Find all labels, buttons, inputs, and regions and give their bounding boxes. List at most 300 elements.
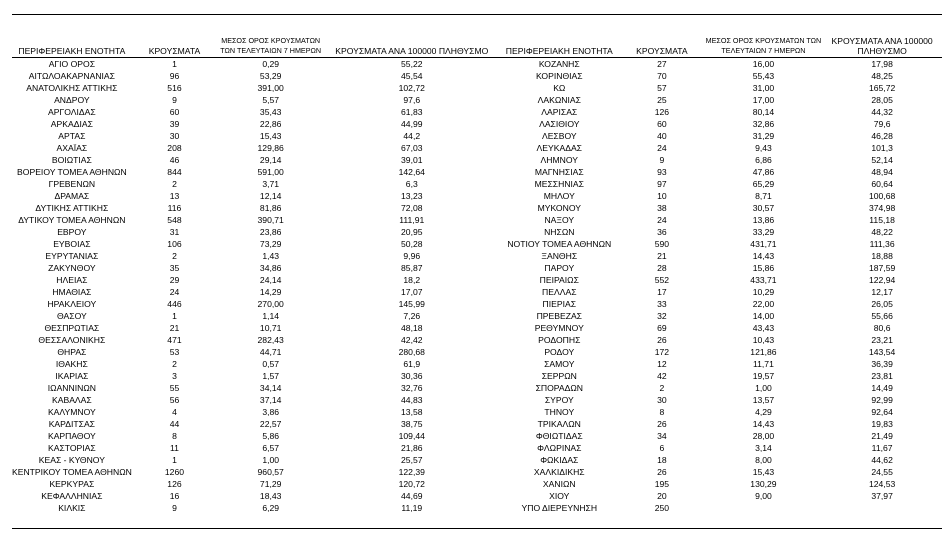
cell-per-left: 44,2 — [403, 131, 421, 141]
cell-per-right: 374,98 — [868, 203, 896, 213]
cell-avg-left: 6,57 — [262, 443, 280, 453]
cell-cases-left: 1 — [172, 59, 177, 69]
cell-region-left: ΘΕΣΣΑΛΟΝΙΚΗΣ — [38, 335, 106, 345]
cell-per-right: 37,97 — [871, 491, 893, 501]
cell-cases-left: 16 — [169, 491, 180, 501]
cell-region-left: ΑΝΔΡΟΥ — [54, 95, 90, 105]
cell-per-left: 61,83 — [401, 107, 423, 117]
header-per100k-right: ΚΡΟΥΣΜΑΤΑ ΑΝΑ 100000 ΠΛΗΘΥΣΜΟ — [822, 36, 942, 58]
cell-avg-left: 22,86 — [259, 119, 282, 129]
cell-avg-right: 9,00 — [755, 491, 772, 501]
cell-per-left: 21,86 — [401, 443, 423, 453]
cell-per-right: 79,6 — [873, 119, 891, 129]
cell-cases-right: 25 — [657, 95, 667, 105]
cell-region-left: ΒΟΡΕΙΟΥ ΤΟΜΕΑ ΑΘΗΝΩΝ — [17, 167, 127, 177]
cell-cases-right: 70 — [657, 71, 667, 81]
table-row — [12, 418, 942, 430]
cell-region-right: ΣΑΜΟΥ — [544, 359, 575, 369]
cell-per-left: 97,6 — [403, 95, 421, 105]
cell-avg-left: 960,57 — [257, 467, 284, 477]
cell-region-right: ΝΗΣΩΝ — [544, 227, 575, 237]
cell-avg-right: 14,00 — [752, 311, 775, 321]
cell-region-left: ΚΕΑΣ - ΚΥΘΝΟΥ — [38, 455, 105, 465]
cell-per-right: 12,17 — [871, 287, 893, 297]
cell-cases-right: 42 — [657, 371, 667, 381]
cell-per-left: 72,08 — [401, 203, 423, 213]
cell-cases-right: 34 — [657, 431, 667, 441]
cell-cases-left: 126 — [167, 479, 182, 489]
cell-cases-right: 590 — [654, 239, 670, 249]
table-row — [12, 334, 942, 346]
cell-avg-right: 13,57 — [752, 395, 775, 405]
cell-avg-left: 35,43 — [259, 107, 282, 117]
cell-region-left: ΚΕΝΤΡΙΚΟΥ ΤΟΜΕΑ ΑΘΗΝΩΝ — [12, 467, 132, 477]
cell-avg-left: 71,29 — [259, 479, 282, 489]
cell-cases-left: 4 — [172, 407, 177, 417]
cell-region-right: ΜΥΚΟΝΟΥ — [537, 203, 581, 213]
cell-region-right: ΦΘΙΩΤΙΔΑΣ — [535, 431, 583, 441]
cell-cases-left: 2 — [172, 179, 177, 189]
cell-avg-left: 73,29 — [259, 239, 282, 249]
cell-cases-left: 13 — [169, 191, 180, 201]
cell-region-left: ΘΗΡΑΣ — [57, 347, 87, 357]
cell-region-right: ΝΟΤΙΟΥ ΤΟΜΕΑ ΑΘΗΝΩΝ — [507, 239, 612, 249]
cell-cases-right: 26 — [657, 467, 667, 477]
cell-region-left: ΙΩΑΝΝΙΝΩΝ — [47, 383, 96, 393]
cell-per-left: 48,18 — [401, 323, 423, 333]
cell-per-left: 44,83 — [401, 395, 423, 405]
cell-avg-left: 1,14 — [262, 311, 280, 321]
cell-region-right: ΣΥΡΟΥ — [544, 395, 574, 405]
cell-per-right: 101,3 — [871, 143, 893, 153]
header-avg-left: ΜΕΣΟΣ ΟΡΟΣ ΚΡΟΥΣΜΑΤΩΝ ΤΩΝ ΤΕΛΕΥΤΑΙΩΝ 7 ΗΜΕΡΩΝ — [217, 36, 324, 58]
cell-region-left: ΔΥΤΙΚΟΥ ΤΟΜΕΑ ΑΘΗΝΩΝ — [18, 215, 126, 225]
cell-per-right: 92,64 — [871, 407, 893, 417]
cell-per-left: 30,36 — [401, 371, 423, 381]
table-row — [12, 442, 942, 454]
cell-per-right: 11,67 — [871, 443, 893, 453]
cell-region-left: ΔΡΑΜΑΣ — [54, 191, 90, 201]
table-row — [12, 94, 942, 106]
cell-per-left: 44,69 — [401, 491, 423, 501]
cell-avg-right: 433,71 — [750, 275, 777, 285]
table-row — [12, 358, 942, 370]
cell-region-right: ΡΟΔΟΠΗΣ — [538, 335, 581, 345]
table-row — [12, 190, 942, 202]
cell-cases-left: 2 — [172, 251, 177, 261]
table-row — [12, 502, 942, 514]
cell-cases-left: 116 — [167, 203, 182, 213]
cell-per-right: 111,36 — [869, 239, 895, 249]
cell-avg-right: 65,29 — [752, 179, 775, 189]
cell-region-right: ΦΩΚΙΔΑΣ — [540, 455, 579, 465]
cell-cases-left: 1 — [172, 311, 177, 321]
table-row — [12, 466, 942, 478]
cell-avg-left: 18,43 — [259, 491, 282, 501]
cell-region-right: ΝΑΞΟΥ — [544, 215, 575, 225]
table-row — [12, 178, 942, 190]
cell-avg-right: 8,00 — [755, 455, 772, 465]
cell-cases-right: 17 — [657, 287, 667, 297]
cell-avg-right: 14,43 — [752, 419, 775, 429]
cell-per-left: 142,64 — [398, 167, 425, 177]
cell-cases-right: 21 — [657, 251, 667, 261]
cell-region-left: ΕΒΡΟΥ — [57, 227, 87, 237]
cell-per-right: 36,39 — [871, 359, 893, 369]
cell-per-left: 85,87 — [401, 263, 423, 273]
cell-per-right: 187,59 — [868, 263, 896, 273]
cell-per-right: 17,98 — [871, 59, 893, 69]
cell-region-left: ΒΟΙΩΤΙΑΣ — [51, 155, 92, 165]
cell-region-right: ΠΕΙΡΑΙΩΣ — [539, 275, 579, 285]
cell-region-left: ΗΜΑΘΙΑΣ — [52, 287, 92, 297]
cell-region-right: ΧΑΝΙΩΝ — [542, 479, 576, 489]
cell-avg-right: 22,00 — [752, 299, 775, 309]
cell-region-right: ΠΙΕΡΙΑΣ — [542, 299, 577, 309]
cell-per-left: 111,91 — [399, 215, 425, 225]
cell-region-right: ΛΕΣΒΟΥ — [541, 131, 577, 141]
table-row — [12, 82, 942, 94]
table-row — [12, 130, 942, 142]
cell-avg-left: 6,29 — [262, 503, 280, 513]
cell-avg-right: 10,43 — [752, 335, 775, 345]
cell-cases-right: 40 — [657, 131, 667, 141]
cell-avg-left: 1,57 — [262, 371, 280, 381]
cell-cases-left: 8 — [172, 431, 177, 441]
table-row — [12, 382, 942, 394]
cell-cases-left: 2 — [172, 359, 177, 369]
cell-per-left: 61,9 — [403, 359, 421, 369]
cell-per-right: 143,54 — [868, 347, 896, 357]
cell-region-left: ΑΡΓΟΛΙΔΑΣ — [48, 107, 96, 117]
cell-cases-left: 39 — [169, 119, 180, 129]
top-rule — [12, 14, 942, 15]
cell-region-left: ΚΕΦΑΛΛΗΝΙΑΣ — [41, 491, 103, 501]
cell-region-left: ΚΙΛΚΙΣ — [58, 503, 86, 513]
cell-per-left: 38,75 — [401, 419, 423, 429]
cell-avg-right: 28,00 — [752, 431, 775, 441]
cell-per-right: 26,05 — [871, 299, 893, 309]
cell-per-left: 42,42 — [401, 335, 423, 345]
cell-avg-left: 0,57 — [262, 359, 280, 369]
cell-region-left: ΘΑΣΟΥ — [57, 311, 87, 321]
cell-cases-left: 21 — [169, 323, 180, 333]
cell-avg-left: 34,14 — [259, 383, 282, 393]
cell-avg-right: 80,14 — [752, 107, 775, 117]
cell-avg-left: 29,14 — [259, 155, 282, 165]
cell-cases-left: 35 — [169, 263, 180, 273]
cell-avg-left: 24,14 — [259, 275, 282, 285]
cell-per-right: 100,68 — [868, 191, 896, 201]
header-region-left: ΠΕΡΙΦΕΡΕΙΑΚΗ ΕΝΟΤΗΤΑ — [12, 36, 132, 58]
cell-cases-right: 33 — [657, 299, 667, 309]
cell-region-left: ΗΡΑΚΛΕΙΟΥ — [47, 299, 97, 309]
cell-region-right: ΧΙΟΥ — [549, 491, 570, 501]
table-row — [12, 298, 942, 310]
cell-per-right: 14,49 — [871, 383, 893, 393]
table-row — [12, 406, 942, 418]
cell-region-left: ΖΑΚΥΝΘΟΥ — [48, 263, 96, 273]
cell-cases-left: 548 — [167, 215, 182, 225]
cell-cases-left: 96 — [169, 71, 180, 81]
cell-region-left: ΕΥΒΟΙΑΣ — [53, 239, 91, 249]
cell-avg-left: 10,71 — [259, 323, 282, 333]
cell-cases-right: 195 — [654, 479, 670, 489]
cell-avg-right: 3,14 — [755, 443, 772, 453]
cell-cases-right: 24 — [657, 215, 667, 225]
cell-region-right: ΠΕΛΛΑΣ — [542, 287, 577, 297]
cell-per-left: 67,03 — [401, 143, 423, 153]
cell-avg-right: 1,00 — [755, 383, 772, 393]
cell-cases-right: 36 — [657, 227, 667, 237]
cell-avg-right: 130,29 — [750, 479, 777, 489]
cell-region-left: ΑΝΑΤΟΛΙΚΗΣ ΑΤΤΙΚΗΣ — [26, 83, 118, 93]
cell-per-right: 19,83 — [871, 419, 893, 429]
cell-per-left: 109,44 — [398, 431, 425, 441]
cell-per-left: 11,19 — [401, 503, 423, 513]
cell-cases-right: 93 — [657, 167, 667, 177]
cell-per-right: 24,55 — [871, 467, 893, 477]
cell-cases-right: 2 — [659, 383, 665, 393]
cell-cases-right: 6 — [659, 443, 665, 453]
cell-avg-left: 0,29 — [262, 59, 280, 69]
cell-cases-right: 38 — [657, 203, 667, 213]
cell-cases-right: 250 — [654, 503, 670, 513]
header-cases-right: ΚΡΟΥΣΜΑΤΑ — [619, 36, 705, 58]
cell-avg-left: 3,71 — [262, 179, 280, 189]
table-row — [12, 154, 942, 166]
table-row — [12, 142, 942, 154]
cell-avg-right: 6,86 — [755, 155, 772, 165]
cell-per-right: 46,28 — [871, 131, 893, 141]
cell-region-left: ΗΛΕΙΑΣ — [56, 275, 88, 285]
cell-cases-right: 172 — [654, 347, 670, 357]
cell-per-right: 44,32 — [871, 107, 893, 117]
cell-per-right: 55,66 — [871, 311, 893, 321]
cell-per-left: 39,01 — [401, 155, 423, 165]
cell-per-left: 7,26 — [403, 311, 421, 321]
cell-avg-left: 23,86 — [259, 227, 282, 237]
cell-per-left: 25,57 — [401, 455, 423, 465]
cell-region-right: ΤΡΙΚΑΛΩΝ — [537, 419, 581, 429]
cell-per-right: 21,49 — [871, 431, 893, 441]
table-row — [12, 118, 942, 130]
table-row — [12, 346, 942, 358]
cell-region-right: ΜΑΓΝΗΣΙΑΣ — [534, 167, 584, 177]
cell-region-right: ΣΕΡΡΩΝ — [541, 371, 577, 381]
table-row — [12, 310, 942, 322]
cell-region-left: ΔΥΤΙΚΗΣ ΑΤΤΙΚΗΣ — [35, 203, 109, 213]
cell-cases-left: 53 — [169, 347, 180, 357]
cell-avg-left: 14,29 — [259, 287, 282, 297]
cell-cases-left: 9 — [172, 503, 177, 513]
cell-avg-right: 15,43 — [752, 467, 775, 477]
cell-cases-right: 20 — [657, 491, 667, 501]
cell-per-left: 122,39 — [398, 467, 425, 477]
cell-region-right: ΛΑΚΩΝΙΑΣ — [537, 95, 581, 105]
table-row — [12, 106, 942, 118]
cell-avg-right: 14,43 — [752, 251, 775, 261]
cell-per-left: 13,23 — [401, 191, 423, 201]
cell-cases-right: 57 — [657, 83, 667, 93]
table-row — [12, 490, 942, 502]
cell-region-left: ΑΓΙΟ ΟΡΟΣ — [48, 59, 96, 69]
cell-region-right: ΛΗΜΝΟΥ — [540, 155, 578, 165]
cell-region-left: ΕΥΡΥΤΑΝΙΑΣ — [45, 251, 99, 261]
cell-cases-right: 8 — [659, 407, 665, 417]
cell-region-right: ΦΛΩΡΙΝΑΣ — [537, 443, 582, 453]
cell-per-right: 18,88 — [871, 251, 893, 261]
cell-per-left: 13,58 — [401, 407, 423, 417]
cell-region-left: ΑΡΤΑΣ — [58, 131, 86, 141]
cell-avg-right: 10,29 — [752, 287, 775, 297]
cell-avg-right: 11,71 — [753, 359, 774, 369]
cell-region-right: ΜΗΛΟΥ — [543, 191, 575, 201]
cell-per-right: 92,99 — [871, 395, 893, 405]
cell-avg-right: 33,29 — [752, 227, 775, 237]
header-cases-left: ΚΡΟΥΣΜΑΤΑ — [132, 36, 218, 58]
cell-avg-left: 1,00 — [262, 455, 280, 465]
cell-cases-left: 46 — [169, 155, 180, 165]
cell-cases-right: 9 — [659, 155, 665, 165]
cell-avg-left: 5,57 — [262, 95, 280, 105]
cell-avg-left: 391,00 — [257, 83, 284, 93]
cell-per-left: 45,54 — [401, 71, 423, 81]
cell-avg-right: 30,57 — [752, 203, 775, 213]
cell-region-left: ΑΧΑΪΑΣ — [56, 143, 88, 153]
table-row — [12, 250, 942, 262]
cell-avg-left: 34,86 — [259, 263, 282, 273]
cell-region-right: ΜΕΣΣΗΝΙΑΣ — [534, 179, 584, 189]
table-row — [12, 394, 942, 406]
cell-avg-right: 43,43 — [752, 323, 775, 333]
cell-avg-right — [705, 502, 823, 514]
cell-region-left: ΚΑΒΑΛΑΣ — [52, 395, 92, 405]
cell-avg-right: 9,43 — [755, 143, 772, 153]
cell-per-left: 120,72 — [398, 479, 425, 489]
cases-table — [12, 36, 942, 514]
cell-cases-left: 11 — [170, 443, 179, 453]
cell-per-left: 102,72 — [398, 83, 425, 93]
cell-cases-right: 552 — [654, 275, 670, 285]
cell-cases-right: 12 — [657, 359, 667, 369]
cell-per-right: 44,62 — [871, 455, 893, 465]
cell-region-left: ΓΡΕΒΕΝΩΝ — [48, 179, 96, 189]
cell-region-left: ΑΡΚΑΔΙΑΣ — [50, 119, 93, 129]
cell-region-right: ΠΑΡΟΥ — [544, 263, 575, 273]
table-row — [12, 286, 942, 298]
cell-cases-right: 126 — [654, 107, 670, 117]
cell-per-right: 23,21 — [871, 335, 893, 345]
cell-avg-right: 55,43 — [752, 71, 775, 81]
cell-region-right: ΠΡΕΒΕΖΑΣ — [536, 311, 582, 321]
cell-per-left: 44,99 — [401, 119, 423, 129]
cell-region-right: ΛΑΣΙΘΙΟΥ — [539, 119, 580, 129]
cell-cases-right: 60 — [657, 119, 667, 129]
cell-per-left: 32,76 — [401, 383, 423, 393]
cell-avg-left: 81,86 — [259, 203, 282, 213]
cell-region-right: ΛΑΡΙΣΑΣ — [541, 107, 578, 117]
cell-per-left: 18,2 — [403, 275, 421, 285]
cell-region-left: ΚΑΡΔΙΤΣΑΣ — [48, 419, 95, 429]
cell-avg-right: 31,29 — [752, 131, 775, 141]
cell-region-left: ΚΑΣΤΟΡΙΑΣ — [48, 443, 96, 453]
cell-per-right: 48,22 — [871, 227, 893, 237]
cell-cases-left: 29 — [169, 275, 180, 285]
cell-avg-right: 15,86 — [752, 263, 775, 273]
cell-cases-left: 446 — [167, 299, 182, 309]
header-avg-right: ΜΕΣΟΣ ΟΡΟΣ ΚΡΟΥΣΜΑΤΩΝ ΤΩΝ ΤΕΛΕΥΤΑΙΩΝ 7 ΗΜΕΡΩΝ — [705, 36, 823, 58]
table-row — [12, 226, 942, 238]
cell-cases-left: 516 — [167, 83, 182, 93]
cell-region-right: ΡΕΘΥΜΝΟΥ — [534, 323, 584, 333]
cell-avg-right: 17,00 — [752, 95, 775, 105]
cell-cases-left: 106 — [167, 239, 182, 249]
table-row — [12, 70, 942, 82]
table-row — [12, 274, 942, 286]
cell-region-right: ΧΑΛΚΙΔΙΚΗΣ — [533, 467, 585, 477]
cell-avg-right: 31,00 — [752, 83, 775, 93]
cell-region-left: ΚΑΛΥΜΝΟΥ — [47, 407, 96, 417]
cell-region-right: ΚΟΖΑΝΗΣ — [538, 59, 580, 69]
cell-cases-left: 55 — [169, 383, 180, 393]
cell-cases-right: 28 — [657, 263, 667, 273]
cell-per-right: 48,94 — [871, 167, 893, 177]
header-per100k-left: ΚΡΟΥΣΜΑΤΑ ΑΝΑ 100000 ΠΛΗΘΥΣΜΟ — [324, 36, 499, 58]
cell-avg-right: 431,71 — [750, 239, 777, 249]
cell-cases-right: 69 — [657, 323, 667, 333]
cell-per-right: 115,18 — [869, 215, 895, 225]
cell-avg-right: 121,86 — [750, 347, 777, 357]
cell-per-left: 20,95 — [401, 227, 423, 237]
cell-region-right: ΥΠΟ ΔΙΕΡΕΥΝΗΣΗ — [521, 503, 598, 513]
cell-avg-left: 37,14 — [259, 395, 282, 405]
table-row — [12, 370, 942, 382]
cell-region-right: ΞΑΝΘΗΣ — [541, 251, 578, 261]
cell-region-left: ΙΘΑΚΗΣ — [55, 359, 88, 369]
table-row — [12, 202, 942, 214]
cell-cases-left: 1 — [172, 455, 177, 465]
cell-avg-left: 44,71 — [259, 347, 282, 357]
cell-cases-right: 24 — [657, 143, 667, 153]
cell-region-left: ΚΕΡΚΥΡΑΣ — [49, 479, 95, 489]
cell-cases-left: 208 — [167, 143, 182, 153]
cell-cases-left: 3 — [172, 371, 177, 381]
cell-per-right: 23,81 — [871, 371, 893, 381]
cell-per-right: 48,25 — [871, 71, 893, 81]
cell-per-right: 124,53 — [868, 479, 896, 489]
bottom-rule — [12, 528, 942, 529]
cell-avg-right: 19,57 — [752, 371, 775, 381]
cell-cases-right: 10 — [657, 191, 667, 201]
cell-cases-right: 26 — [657, 335, 667, 345]
cell-per-left: 17,07 — [401, 287, 423, 297]
cell-avg-right: 8,71 — [755, 191, 772, 201]
table-row — [12, 322, 942, 334]
cell-region-right: ΚΟΡΙΝΘΙΑΣ — [535, 71, 583, 81]
cell-per-right: 28,05 — [871, 95, 893, 105]
cell-avg-left: 3,86 — [262, 407, 280, 417]
table-row — [12, 214, 942, 226]
cell-cases-right: 18 — [657, 455, 667, 465]
table-row — [12, 58, 942, 71]
cell-cases-left: 31 — [169, 227, 180, 237]
cell-cases-right: 32 — [657, 311, 667, 321]
cell-per-right: 52,14 — [871, 155, 893, 165]
cell-per-left: 55,22 — [401, 59, 423, 69]
header-region-right: ΠΕΡΙΦΕΡΕΙΑΚΗ ΕΝΟΤΗΤΑ — [499, 36, 619, 58]
cell-cases-right: 30 — [657, 395, 667, 405]
